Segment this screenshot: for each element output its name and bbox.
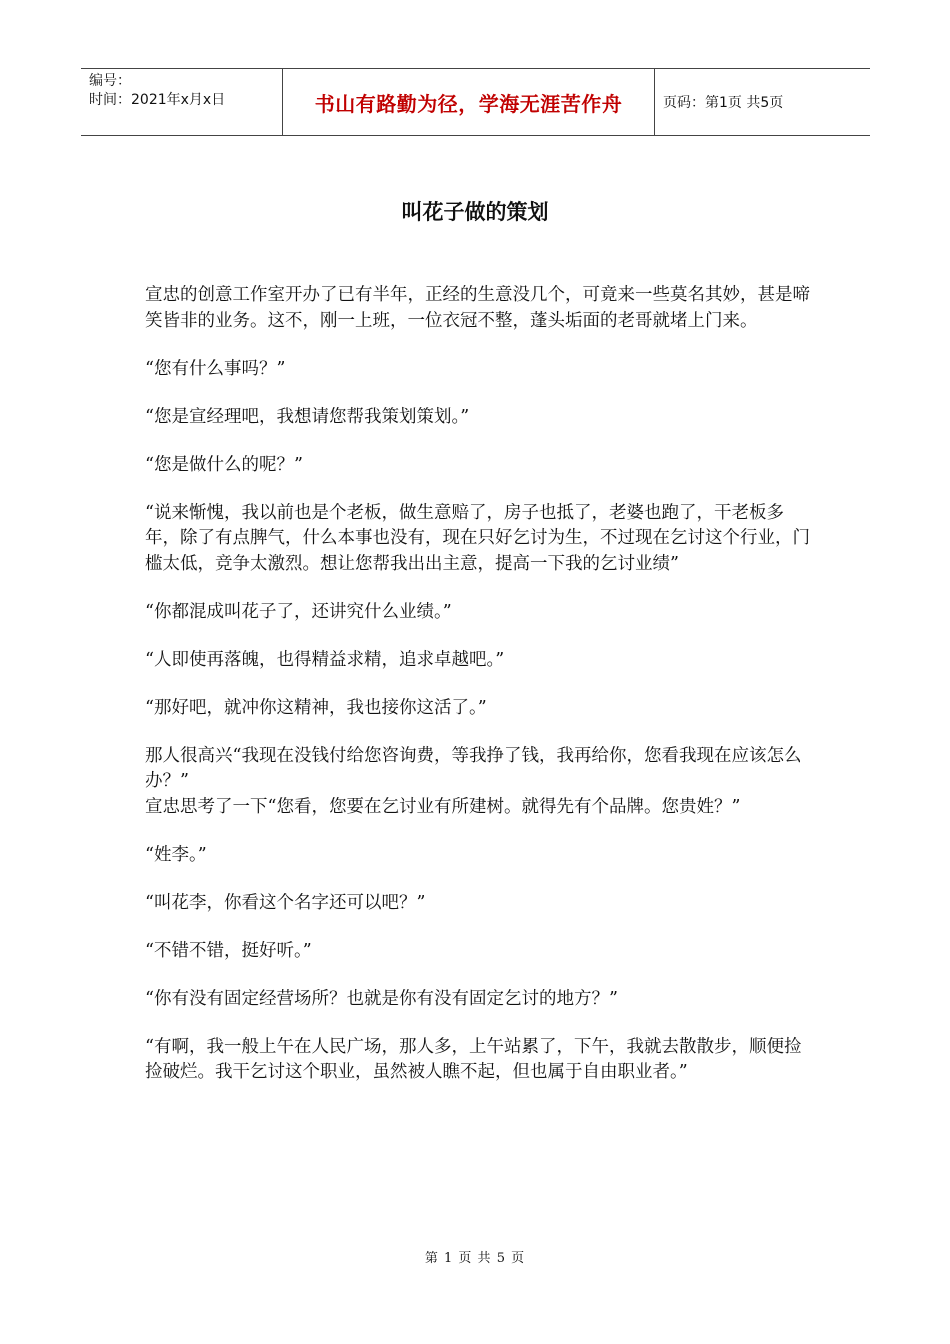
paragraph: 宣忠的创意工作室开办了已有半年，正经的生意没几个，可竟来一些莫名其妙，甚是啼笑皆非的业务。这不，刚一上班，一位衣冠不整，蓬头垢面的老哥就堵上门来。: [145, 285, 810, 331]
paragraph: “你有没有固定经营场所？也就是你有没有固定乞讨的地方？”: [145, 988, 618, 1009]
paragraph: “您有什么事吗？”: [145, 358, 286, 379]
paragraph: “不错不错，挺好听。”: [145, 940, 312, 961]
article-body: [145, 283, 810, 1086]
paragraph: 那人很高兴“我现在没钱付给您咨询费，等我挣了钱，我再给你，您看我现在应该怎么办？”: [145, 745, 802, 791]
paragraph: “你都混成叫花子了，还讲究什么业绩。”: [145, 601, 452, 622]
paragraph: “您是宣经理吧，我想请您帮我策划策划。”: [145, 406, 470, 427]
paragraph: “您是做什么的呢？”: [145, 454, 303, 475]
paragraph: “叫花李，你看这个名字还可以吧？”: [145, 892, 426, 913]
document-title: 叫花子做的策划: [401, 200, 549, 224]
paragraph: “人即使再落魄，也得精益求精，追求卓越吧。”: [145, 649, 505, 670]
page-header: [81, 68, 870, 136]
page-footer: 第 1 页 共 5 页: [424, 1251, 526, 1266]
paragraph: “那好吧，就冲你这精神，我也接你这活了。”: [145, 697, 487, 718]
header-meta: [81, 69, 282, 135]
document-number-label: 编号：: [89, 73, 131, 89]
paragraph: “说来惭愧，我以前也是个老板，做生意赔了，房子也抵了，老婆也跑了，干老板多年，除了有点脾气，什么本事也没有，现在只好乞讨为生，不过现在乞讨这个行业，门槛太低，竞争太激烈。想让您帮我出出主意，提高一下我的乞讨业绩”: [145, 502, 810, 574]
paragraph: “姓李。”: [145, 844, 207, 865]
paragraph: 宣忠思考了一下“您看，您要在乞讨业有所建树。就得先有个品牌。您贵姓？”: [145, 796, 741, 817]
header-motto: 书山有路勤为径，学海无涯苦作舟: [282, 69, 655, 135]
document-time-label: 时间：2021年x月x日: [89, 92, 226, 108]
header-page-number: 页码：第1页 共5页: [663, 95, 784, 111]
paragraph: “有啊，我一般上午在人民广场，那人多，上午站累了，下午，我就去散散步，顺便捡捡破烂。我干乞讨这个职业，虽然被人瞧不起，但也属于自由职业者。”: [145, 1036, 802, 1082]
